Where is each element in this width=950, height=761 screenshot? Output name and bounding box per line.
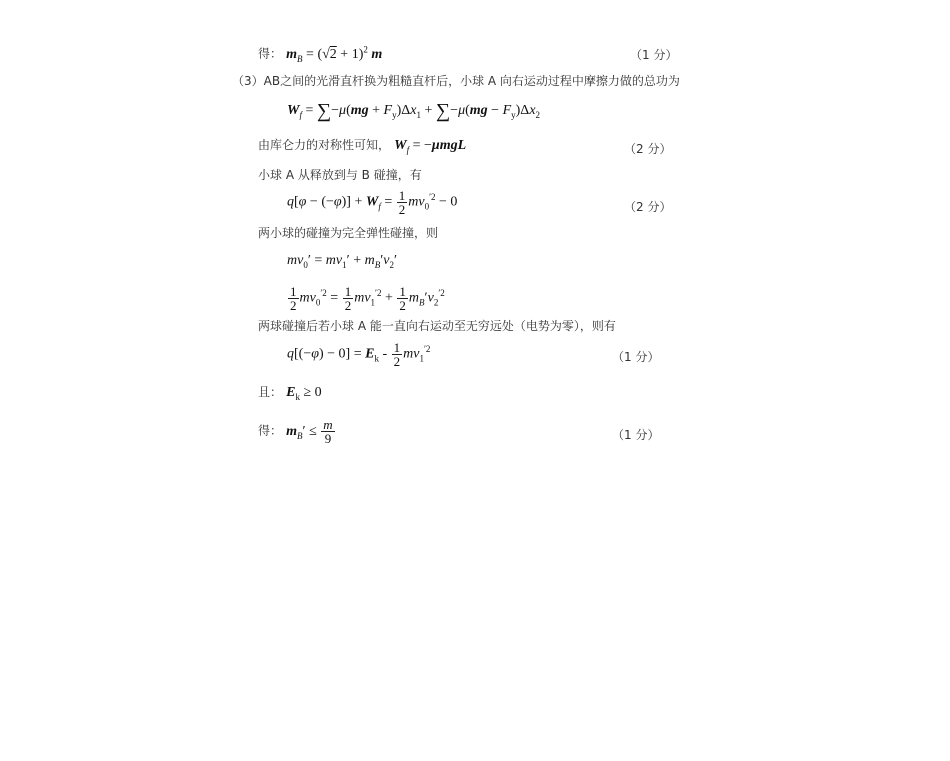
score-line4: （2 分） [624, 142, 672, 156]
score-line1: （1 分） [630, 48, 678, 62]
coulomb-symmetry-text: 由库仑力的对称性可知， [258, 138, 391, 152]
infinity-condition-text: 两球碰撞后若小球 A 能一直向右运动至无穷远处（电势为零），则有 [258, 319, 616, 333]
formula-energy-before: $q[\varphi - (-\varphi)] + W_f$ = $\frac{1}{2}$ $mv_0^{'2} - 0$ [287, 188, 458, 217]
score-line6: （2 分） [624, 200, 672, 214]
formula-mb-prime: $m_B'$ ≤ $\frac{m}{9}$ [286, 417, 333, 446]
formula-energy-infinity: $q[(-\varphi) - 0] = E_k$ - $\frac{1}{2}$ $mv_1^{'2}$ [287, 340, 431, 369]
final-result-line [258, 418, 336, 445]
release-to-collision-text: 小球 A 从释放到与 B 碰撞，有 [258, 168, 422, 182]
coulomb-symmetry-line [258, 139, 466, 155]
score-line13: （1 分） [612, 428, 660, 442]
part3-intro: （3）AB之间的光滑直杆换为粗糙直杆后，小球 A 向右运动过程中摩擦力做的总功为 [232, 74, 680, 88]
formula-momentum: $mv_0' = mv_1' + m_B'v_2'$ [287, 253, 398, 270]
ek-condition-line [258, 386, 322, 402]
final-result-label: 得： [258, 423, 283, 438]
result-mb-line [258, 45, 382, 63]
score-line11: （1 分） [612, 350, 660, 364]
formula-kinetic-energy: $\frac{1}{2}$ $mv_0^{'2}$ = $\frac{1}{2}$ $mv_1^{'2}$ + $\frac{1}{2}$ $m_B'v_2^{'2}$ [290, 284, 445, 313]
formula-mb: $m_B = (√2 + 1)^2$ m [286, 44, 383, 64]
formula-ek-nonneg: $E_k \ge 0$ [286, 385, 322, 402]
formula-wf-result: $W_f = -\mu mgL$ [394, 138, 467, 155]
result-label: 得： [258, 46, 283, 61]
ek-condition-label: 且： [258, 385, 283, 399]
elastic-collision-text: 两小球的碰撞为完全弹性碰撞，则 [258, 226, 439, 240]
formula-wf-sum: $W_f = \sum-\mu(mg + F_y)\Delta x_1 + \sum-\mu(mg - F_y)\Delta x_2$ [287, 100, 541, 122]
